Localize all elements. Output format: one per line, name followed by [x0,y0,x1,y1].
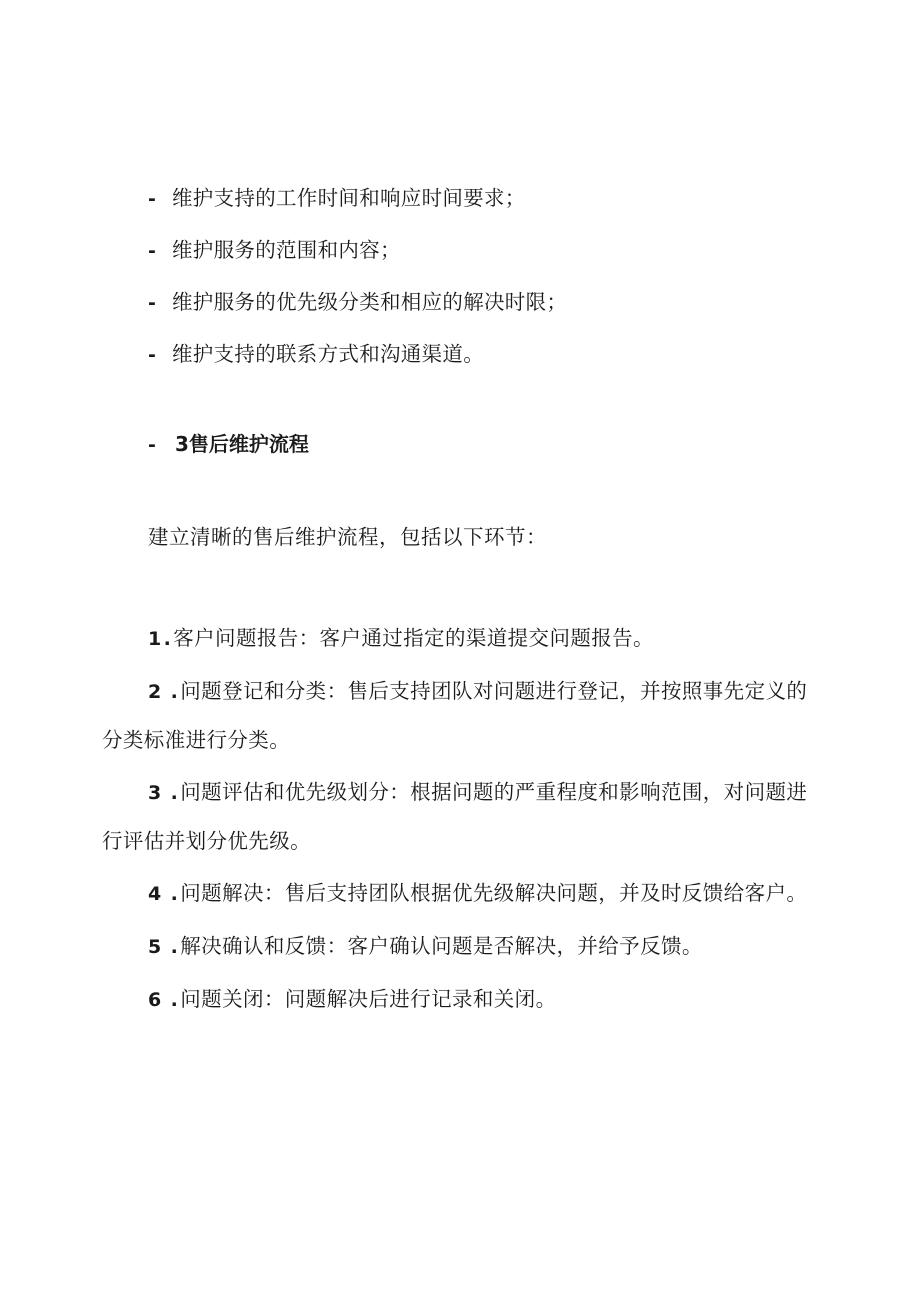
bullet-text: 维护服务的优先级分类和相应的解决时限； [172,290,568,314]
step-item [102,975,814,1024]
step-number: 6 [148,989,162,1011]
bullet-item [148,334,828,386]
step-separator: . [163,628,172,650]
bullet-text: 维护支持的工作时间和响应时间要求； [172,186,526,210]
step-separator: . [163,936,179,958]
dash-marker: - [148,240,157,262]
bullet-text: 维护服务的范围和内容； [172,238,401,262]
dash-marker: - [148,188,157,210]
step-item [102,667,814,764]
dash-marker: - [148,292,157,314]
section-title: 3售后维护流程 [175,432,309,456]
section-heading [148,424,309,465]
bullet-text: 维护支持的联系方式和沟通渠道。 [172,342,484,366]
step-number: 1 [148,628,162,650]
step-number: 2 [148,681,162,703]
intro-paragraph: 建立清晰的售后维护流程，包括以下环节： [148,525,547,549]
dash-marker: - [148,434,156,456]
step-item [102,768,814,865]
step-text: 问题关闭：问题解决后进行记录和关闭。 [180,987,557,1011]
step-separator: . [163,681,179,703]
bullet-item [148,230,828,282]
step-number: 4 [148,883,162,905]
bullet-item [148,178,828,230]
step-separator: . [163,782,179,804]
step-number: 3 [148,782,162,804]
step-text: 问题登记和分类：售后支持团队对问题进行登记，并按照事先定义的分类标准进行分类。 [102,679,808,752]
step-separator: . [163,883,179,905]
step-text: 问题解决：售后支持团队根据优先级解决问题，并及时反馈给客户。 [180,881,808,905]
bullet-item [148,282,828,334]
step-number: 5 [148,936,162,958]
step-item [102,922,814,971]
step-separator: . [163,989,179,1011]
step-text: 问题评估和优先级划分：根据问题的严重程度和影响范围，对问题进行评估并划分优先级。 [102,780,808,853]
step-item [102,869,814,918]
process-steps [102,614,814,1028]
step-text: 解决确认和反馈：客户确认问题是否解决，并给予反馈。 [180,934,703,958]
step-item [102,614,814,663]
bullet-list [148,178,828,386]
step-text: 客户问题报告：客户通过指定的渠道提交问题报告。 [173,626,654,650]
dash-marker: - [148,344,157,366]
